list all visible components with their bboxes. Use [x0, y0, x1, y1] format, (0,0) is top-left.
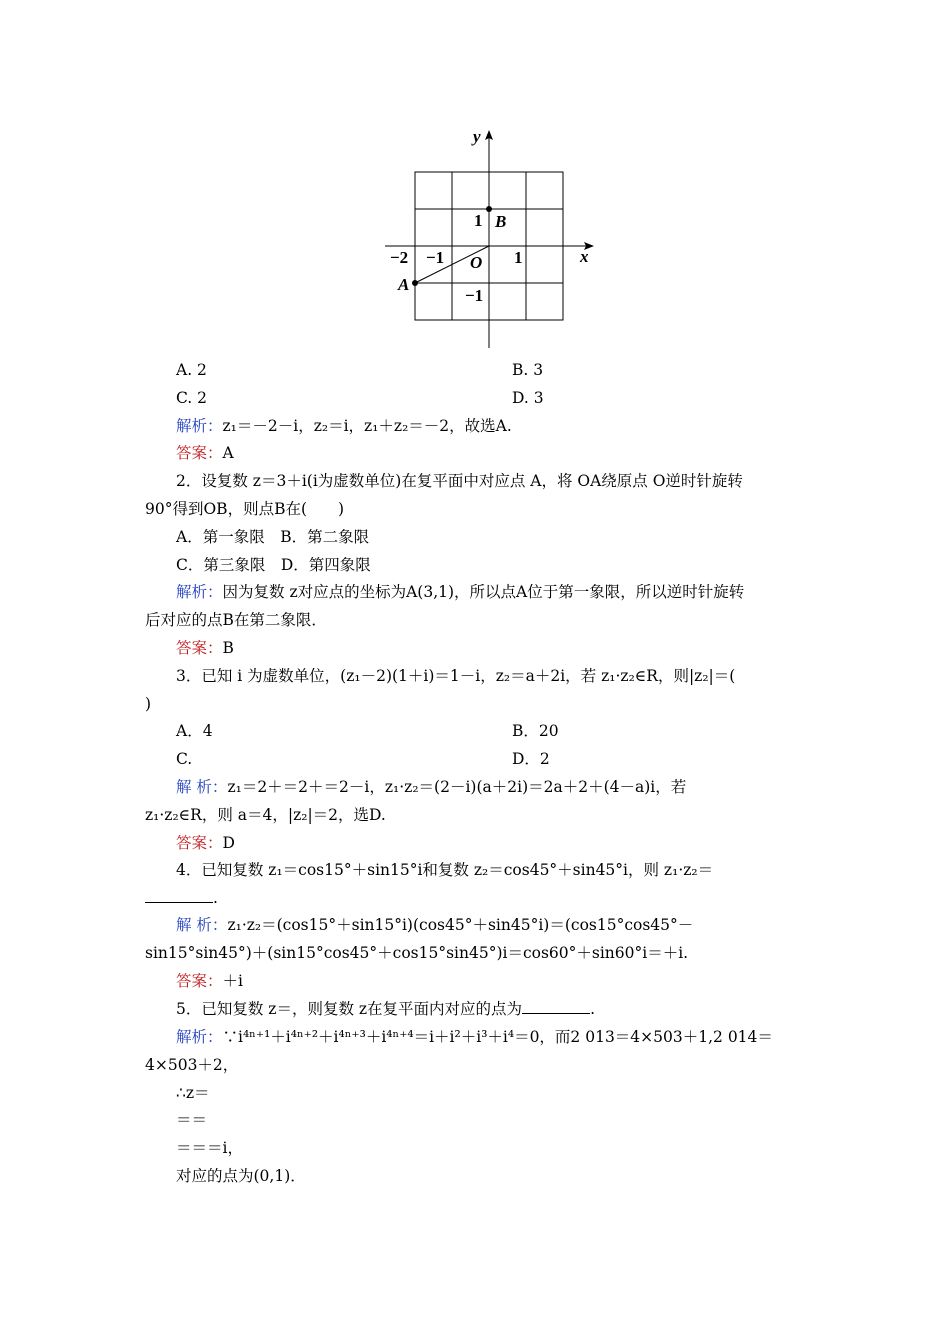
answer-label: 答案： [176, 834, 223, 852]
analysis-label: 解析： [176, 583, 223, 601]
point-a [412, 280, 418, 286]
answer-label: 答案： [176, 444, 223, 462]
answer-label: 答案： [176, 972, 223, 990]
q2-analysis-line1 [176, 582, 744, 602]
q4-stem-line1: 4．已知复数 z₁＝cos15°＋sin15°i和复数 z₂＝cos45°＋sin45°i，则 z₁·z₂＝ [176, 861, 714, 879]
q4-answer [176, 971, 243, 991]
analysis-label: 解 析： [176, 778, 228, 796]
analysis-label: 解析： [176, 1028, 223, 1046]
origin-label: O [470, 253, 483, 272]
q3-option-a: A．4 [176, 722, 213, 740]
q5-analysis-line3: ∴z＝ [176, 1084, 210, 1102]
analysis-text: z₁＝－2－i，z₂＝i，z₁＋z₂＝－2，故选A. [222, 417, 512, 435]
tick-1-x: 1 [514, 248, 523, 267]
analysis-text: z₁＝2＋＝2＋＝2－i，z₁·z₂＝(2－i)(a＋2i)＝2a＋2＋(4－a)i，若 [227, 778, 687, 796]
answer-blank[interactable] [145, 888, 213, 903]
q2-analysis-line2: 后对应的点B在第二象限． [145, 611, 327, 629]
stem-text: 5．已知复数 z＝，则复数 z在复平面内对应的点为 [176, 1000, 523, 1018]
q2-stem-line2: 90°得到OB，则点B在( ) [145, 500, 345, 518]
q5-analysis-line5: ＝＝＝i， [176, 1139, 243, 1157]
q1-option-c: C. 2 [176, 389, 208, 407]
analysis-label: 解析： [176, 417, 223, 435]
y-axis-label: y [473, 127, 481, 146]
q2-stem-line1: 2．设复数 z＝3＋i(i为虚数单位)在复平面中对应点 A，将 OA绕原点 O逆时针旋转 [176, 472, 743, 490]
q4-stem-line2 [145, 888, 218, 908]
answer-text: B [222, 639, 234, 657]
tick-neg1-x: −1 [426, 248, 445, 267]
q3-answer [176, 833, 235, 853]
q1-option-a: A. 2 [176, 361, 207, 379]
q4-analysis-line2: sin15°sin45°)＋(sin15°cos45°＋cos15°sin45°)i＝cos60°＋sin60°i＝＋i. [145, 944, 689, 962]
answer-label: 答案： [176, 639, 223, 657]
q1-option-d: D. 3 [512, 389, 544, 407]
analysis-text: ∵i⁴ⁿ⁺¹＋i⁴ⁿ⁺²＋i⁴ⁿ⁺³＋i⁴ⁿ⁺⁴＝i＋i²＋i³＋i⁴＝0，而2 013＝4×503＋1,2 014＝ [222, 1028, 773, 1046]
answer-text: ＋i [222, 972, 243, 990]
q1-analysis [176, 416, 512, 436]
point-b [486, 206, 492, 212]
q4-analysis-line1 [176, 915, 693, 935]
q2-options-line2: C．第三象限 D．第四象限 [176, 556, 371, 574]
tick-1-y: 1 [474, 211, 483, 230]
q3-option-b: B．20 [512, 722, 559, 740]
q5-analysis-line4: ＝＝ [176, 1111, 208, 1129]
q2-options-line1: A．第一象限 B．第二象限 [176, 528, 370, 546]
point-b-label: B [495, 212, 507, 231]
tick-neg2: −2 [390, 248, 409, 267]
stem-end: . [213, 889, 218, 907]
answer-text: D [222, 834, 235, 852]
analysis-text: 因为复数 z对应点的坐标为A(3,1)，所以点A位于第一象限，所以逆时针旋转 [222, 583, 745, 601]
q3-option-c: C. [176, 750, 193, 768]
q5-stem [176, 999, 595, 1019]
point-a-label: A [398, 275, 410, 294]
q5-analysis-line1 [176, 1027, 773, 1047]
q5-analysis-line6: 对应的点为(0,1)． [176, 1167, 306, 1185]
q1-answer [176, 443, 234, 463]
q5-analysis-line2: 4×503＋2， [145, 1056, 239, 1074]
q1-option-b: B. 3 [512, 361, 544, 379]
q3-analysis-line2: z₁·z₂∈R，则 a＝4，|z₂|＝2，选D. [145, 806, 386, 824]
analysis-label: 解 析： [176, 916, 228, 934]
q3-option-d: D．2 [512, 750, 550, 768]
answer-text: A [222, 444, 234, 462]
q2-answer [176, 638, 234, 658]
q3-stem-line1: 3．已知 i 为虚数单位，(z₁－2)(1＋i)＝1－i，z₂＝a＋2i，若 z₁·z₂∈R，则|z₂|＝( [176, 667, 736, 685]
q3-stem-line2: ) [145, 695, 152, 713]
q3-analysis-line1 [176, 777, 686, 797]
analysis-text: z₁·z₂＝(cos15°＋sin15°i)(cos45°＋sin45°i)＝(cos15°cos45°－ [227, 916, 694, 934]
answer-blank[interactable] [522, 999, 590, 1014]
stem-end: . [590, 1000, 595, 1018]
tick-neg1-y: −1 [465, 286, 484, 305]
complex-plane-figure [380, 120, 600, 355]
x-axis-label: x [580, 247, 589, 266]
